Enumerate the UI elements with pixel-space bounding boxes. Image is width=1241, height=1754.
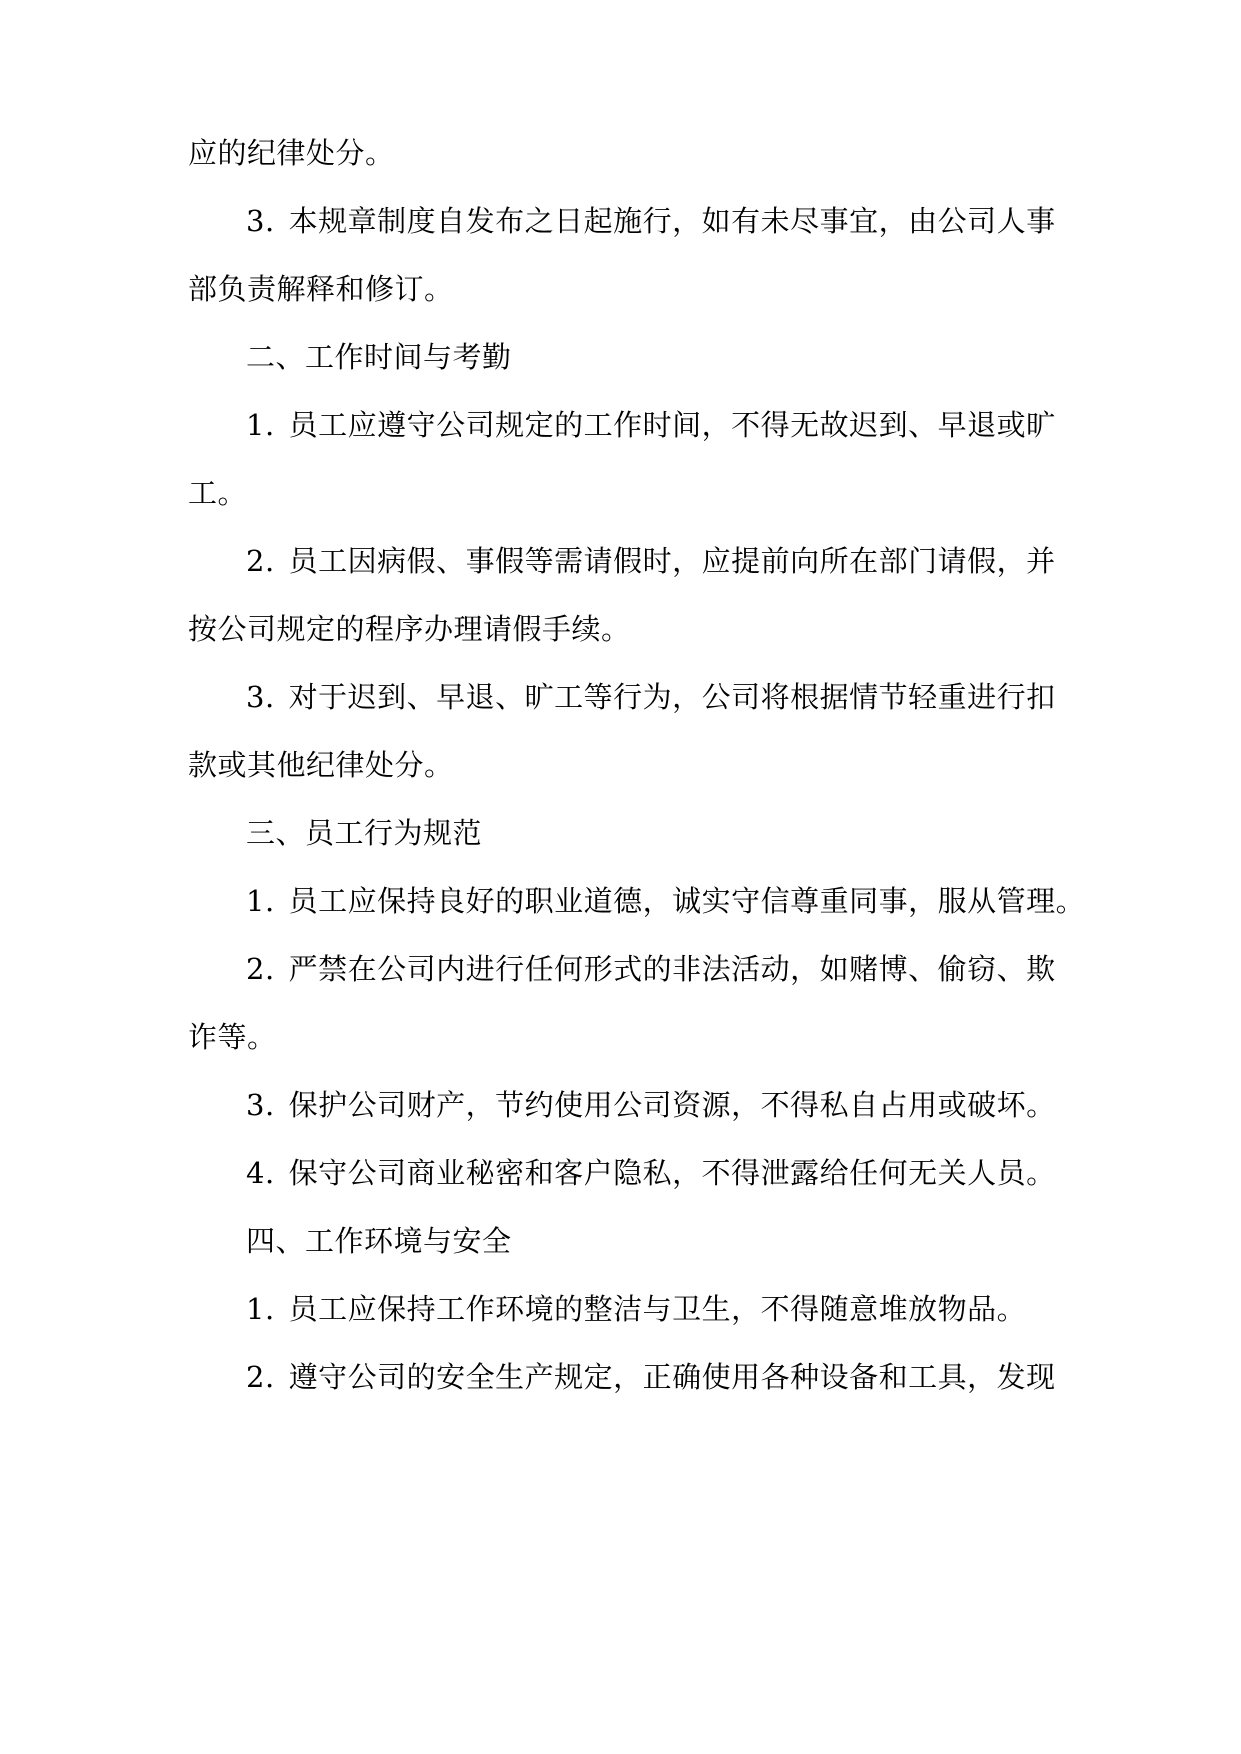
list-item — [246, 1357, 1126, 1397]
heading-text: 四、工作环境与安全 — [246, 1224, 512, 1258]
line-text: 员工应保持良好的职业道德，诚实守信尊重同事，服从管理。 — [288, 884, 1086, 918]
item-number: 4. — [246, 1156, 275, 1190]
item-number: 3. — [246, 680, 275, 714]
item-number: 1. — [246, 1292, 275, 1326]
line-text: 工。 — [188, 476, 248, 510]
line-text: 员工应遵守公司规定的工作时间，不得无故迟到、早退或旷 — [288, 408, 1056, 442]
line-text: 保守公司商业秘密和客户隐私，不得泄露给任何无关人员。 — [288, 1156, 1056, 1190]
item-number: 2. — [246, 544, 275, 578]
paragraph-continuation — [188, 269, 1068, 309]
list-item — [246, 1085, 1126, 1125]
heading-text: 二、工作时间与考勤 — [246, 340, 512, 374]
item-number: 1. — [246, 408, 275, 442]
section-heading — [246, 337, 1126, 377]
line-text: 本规章制度自发布之日起施行，如有未尽事宜，由公司人事 — [288, 204, 1056, 238]
list-item — [246, 201, 1126, 241]
line-text: 款或其他纪律处分。 — [188, 748, 454, 782]
line-text: 员工因病假、事假等需请假时，应提前向所在部门请假，并 — [288, 544, 1056, 578]
paragraph-continuation — [188, 473, 1068, 513]
line-text: 严禁在公司内进行任何形式的非法活动，如赌博、偷窃、欺 — [288, 952, 1056, 986]
line-text: 遵守公司的安全生产规定，正确使用各种设备和工具，发现 — [288, 1360, 1056, 1394]
line-text: 对于迟到、早退、旷工等行为，公司将根据情节轻重进行扣 — [288, 680, 1056, 714]
list-item — [246, 1153, 1126, 1193]
paragraph-continuation — [188, 609, 1068, 649]
list-item — [246, 677, 1126, 717]
paragraph-continuation — [188, 133, 1068, 173]
item-number: 2. — [246, 952, 275, 986]
list-item — [246, 405, 1126, 445]
line-text: 按公司规定的程序办理请假手续。 — [188, 612, 631, 646]
line-text: 部负责解释和修订。 — [188, 272, 454, 306]
list-item — [246, 949, 1126, 989]
paragraph-continuation — [188, 745, 1068, 785]
line-text: 保护公司财产，节约使用公司资源，不得私自占用或破坏。 — [288, 1088, 1056, 1122]
section-heading — [246, 813, 1126, 853]
item-number: 2. — [246, 1360, 275, 1394]
list-item — [246, 881, 1126, 921]
line-text: 员工应保持工作环境的整洁与卫生，不得随意堆放物品。 — [288, 1292, 1027, 1326]
line-text: 应的纪律处分。 — [188, 136, 395, 170]
section-heading — [246, 1221, 1126, 1261]
item-number: 3. — [246, 204, 275, 238]
paragraph-continuation — [188, 1017, 1068, 1057]
heading-text: 三、员工行为规范 — [246, 816, 483, 850]
list-item — [246, 1289, 1126, 1329]
item-number: 1. — [246, 884, 275, 918]
list-item — [246, 541, 1126, 581]
item-number: 3. — [246, 1088, 275, 1122]
line-text: 诈等。 — [188, 1020, 277, 1054]
